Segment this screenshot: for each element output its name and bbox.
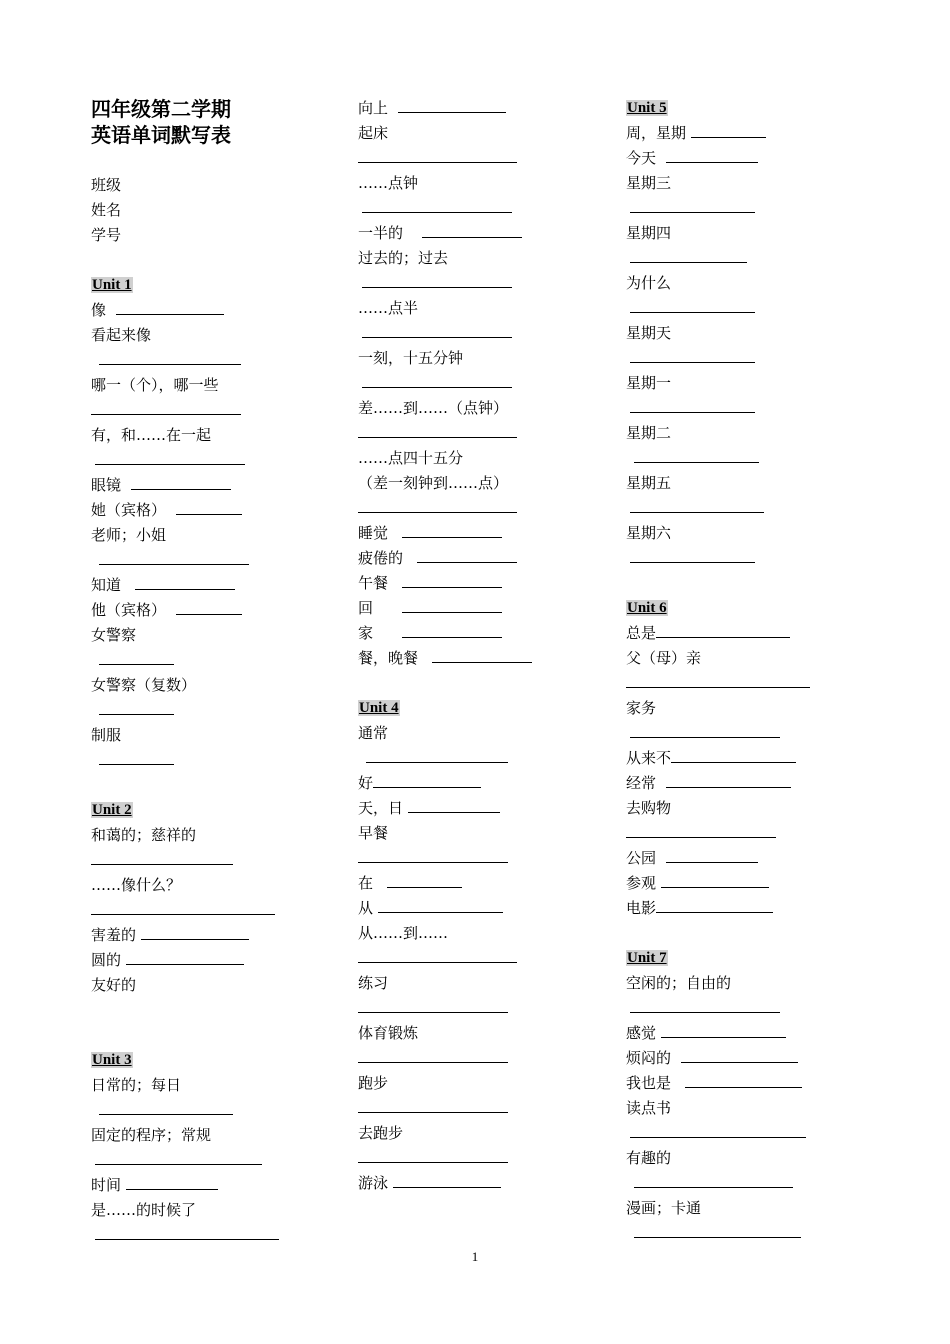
blank-row (626, 1121, 836, 1146)
blank-row (91, 348, 301, 373)
page-number: 1 (471, 1249, 479, 1264)
word-item (626, 1071, 836, 1096)
answer-blank[interactable] (630, 297, 755, 313)
blank-row (626, 196, 836, 221)
answer-blank[interactable] (656, 897, 773, 913)
word-label: 公园 (626, 849, 657, 867)
word-item: 哪一（个），哪一些 (91, 376, 219, 394)
word-item: 友好的 (91, 976, 137, 994)
answer-blank[interactable] (358, 497, 517, 513)
word-label: 向上 (358, 99, 389, 117)
answer-blank[interactable] (176, 599, 242, 615)
word-item: 为什么 (626, 274, 672, 292)
word-label: 感觉 (626, 1024, 657, 1042)
word-item: 起床 (358, 124, 389, 142)
word-item (91, 948, 301, 973)
unit-heading: Unit 7 (627, 950, 667, 966)
word-item: ……点半 (358, 299, 419, 317)
answer-blank[interactable] (402, 622, 502, 638)
answer-blank[interactable] (630, 722, 780, 738)
answer-blank[interactable] (661, 1022, 786, 1038)
answer-blank[interactable] (99, 749, 174, 765)
answer-blank[interactable] (630, 397, 755, 413)
answer-blank[interactable] (422, 222, 522, 238)
word-label: 回 (358, 599, 374, 617)
word-label: 烦闷的 (626, 1049, 672, 1067)
answer-blank[interactable] (126, 1174, 218, 1190)
answer-blank[interactable] (661, 872, 769, 888)
word-item: 从……到…… (358, 924, 449, 942)
answer-blank[interactable] (398, 97, 506, 113)
word-item: 漫画；卡通 (626, 1199, 702, 1217)
answer-blank[interactable] (126, 949, 244, 965)
word-item: ……点四十五分 (358, 449, 464, 467)
word-item (358, 546, 568, 571)
answer-blank[interactable] (666, 772, 791, 788)
column-1 (91, 96, 301, 1248)
word-item (626, 896, 836, 921)
blank-row (91, 773, 301, 798)
answer-blank[interactable] (630, 1122, 806, 1138)
answer-blank[interactable] (681, 1047, 798, 1063)
blank-row (358, 421, 568, 446)
word-label: 家 (358, 624, 374, 642)
answer-blank[interactable] (362, 372, 512, 388)
word-label: 总是 (626, 624, 657, 642)
blank-row (358, 746, 568, 771)
word-item: 通常 (358, 724, 389, 742)
word-item: 固定的程序；常规 (91, 1126, 212, 1144)
blank-row (91, 1223, 301, 1248)
blank-row (626, 571, 836, 596)
answer-blank[interactable] (358, 947, 517, 963)
page-title-line2: 英语单词默写表 (91, 123, 231, 147)
blank-row (91, 248, 301, 273)
word-item: 是……的时候了 (91, 1201, 197, 1219)
blank-row (358, 321, 568, 346)
word-item (91, 598, 301, 623)
word-item: 读点书 (626, 1099, 672, 1117)
word-item: 家务 (626, 699, 657, 717)
word-item (358, 871, 568, 896)
unit-heading: Unit 4 (359, 700, 399, 716)
blank-row (626, 1171, 836, 1196)
word-item (358, 771, 568, 796)
word-item (91, 923, 301, 948)
word-label: 天，日 (358, 799, 404, 817)
answer-blank[interactable] (634, 1172, 793, 1188)
answer-blank[interactable] (135, 574, 235, 590)
word-item: 星期四 (626, 224, 672, 242)
answer-blank[interactable] (691, 122, 766, 138)
word-item: 日常的；每日 (91, 1076, 182, 1094)
word-item (91, 498, 301, 523)
answer-blank[interactable] (141, 924, 249, 940)
blank-row (358, 996, 568, 1021)
word-item: 一刻，十五分钟 (358, 349, 464, 367)
word-item: 空闲的；自由的 (626, 974, 732, 992)
blank-row (358, 496, 568, 521)
word-item (358, 521, 568, 546)
blank-row (91, 1098, 301, 1123)
word-label: 时间 (91, 1176, 122, 1194)
answer-blank[interactable] (366, 747, 508, 763)
answer-blank[interactable] (99, 649, 174, 665)
word-item (358, 221, 568, 246)
column-2 (358, 96, 568, 1196)
word-item: ……点钟 (358, 174, 419, 192)
answer-blank[interactable] (408, 797, 500, 813)
word-item (358, 96, 568, 121)
answer-blank[interactable] (671, 747, 796, 763)
word-item (626, 771, 836, 796)
blank-row (358, 671, 568, 696)
answer-blank[interactable] (432, 647, 532, 663)
answer-blank[interactable] (630, 497, 764, 513)
blank-row (626, 246, 836, 271)
answer-blank[interactable] (362, 322, 512, 338)
answer-blank[interactable] (99, 1099, 233, 1115)
blank-row (626, 821, 836, 846)
word-item: 早餐 (358, 824, 389, 842)
answer-blank[interactable] (402, 597, 502, 613)
word-label: 圆的 (91, 951, 122, 969)
word-item (626, 621, 836, 646)
word-label: 在 (358, 874, 374, 892)
word-item (626, 746, 836, 771)
word-item: 星期天 (626, 324, 672, 342)
word-label: 经常 (626, 774, 657, 792)
word-label: 像 (91, 301, 107, 319)
answer-blank[interactable] (630, 197, 755, 213)
answer-blank[interactable] (402, 522, 502, 538)
word-label: 今天 (626, 149, 657, 167)
word-label: 害羞的 (91, 926, 137, 944)
answer-blank[interactable] (362, 272, 512, 288)
word-label: 睡觉 (358, 524, 389, 542)
word-label: 好 (358, 774, 374, 792)
blank-row (358, 946, 568, 971)
word-item: 看起来像 (91, 326, 152, 344)
answer-blank[interactable] (685, 1072, 802, 1088)
blank-row (358, 146, 568, 171)
blank-row (91, 998, 301, 1023)
answer-blank[interactable] (378, 897, 503, 913)
answer-blank[interactable] (402, 572, 502, 588)
word-item: 和蔼的；慈祥的 (91, 826, 197, 844)
word-item: 体育锻炼 (358, 1024, 419, 1042)
answer-blank[interactable] (99, 349, 241, 365)
word-label: 电影 (626, 899, 657, 917)
blank-row (626, 446, 836, 471)
word-item (358, 896, 568, 921)
unit-heading: Unit 6 (627, 600, 667, 616)
answer-blank[interactable] (95, 1149, 262, 1165)
name-label: 姓名 (91, 201, 122, 219)
answer-blank[interactable] (358, 422, 517, 438)
word-item: 老师；小姐 (91, 526, 167, 544)
answer-blank[interactable] (131, 474, 231, 490)
word-item: 星期五 (626, 474, 672, 492)
word-item: 星期三 (626, 174, 672, 192)
answer-blank[interactable] (393, 1172, 501, 1188)
word-item: 差……到……（点钟） (358, 399, 509, 417)
word-label: 知道 (91, 576, 122, 594)
answer-blank[interactable] (91, 849, 233, 865)
blank-row (626, 921, 836, 946)
blank-row (626, 346, 836, 371)
answer-blank[interactable] (656, 622, 790, 638)
unit-heading: Unit 1 (92, 277, 132, 293)
blank-row (358, 1146, 568, 1171)
word-item (358, 1171, 568, 1196)
word-item: （差一刻钟到……点） (358, 474, 509, 492)
word-label: 游泳 (358, 1174, 389, 1192)
word-label: 眼镜 (91, 476, 122, 494)
blank-row (91, 148, 301, 173)
word-label: 她（宾格） (91, 501, 167, 519)
answer-blank[interactable] (630, 347, 755, 363)
word-item: 星期六 (626, 524, 672, 542)
blank-row (626, 671, 836, 696)
blank-row (358, 1046, 568, 1071)
blank-row (626, 546, 836, 571)
answer-blank[interactable] (99, 549, 249, 565)
answer-blank[interactable] (373, 772, 481, 788)
answer-blank[interactable] (630, 547, 755, 563)
word-item: 星期一 (626, 374, 672, 392)
blank-row (91, 748, 301, 773)
blank-row (91, 698, 301, 723)
answer-blank[interactable] (634, 447, 759, 463)
blank-row (358, 846, 568, 871)
blank-row (358, 271, 568, 296)
answer-blank[interactable] (358, 997, 508, 1013)
answer-blank[interactable] (358, 1147, 508, 1163)
word-item: 星期二 (626, 424, 672, 442)
word-item (91, 298, 301, 323)
blank-row (91, 1148, 301, 1173)
word-label: 参观 (626, 874, 657, 892)
answer-blank[interactable] (634, 1222, 801, 1238)
word-item: 父（母）亲 (626, 649, 702, 667)
answer-blank[interactable] (666, 147, 758, 163)
blank-row (626, 296, 836, 321)
word-item (626, 871, 836, 896)
answer-blank[interactable] (99, 699, 174, 715)
blank-row (91, 898, 301, 923)
word-item: 去购物 (626, 799, 672, 817)
blank-row (626, 721, 836, 746)
word-item (358, 646, 568, 671)
answer-blank[interactable] (362, 197, 512, 213)
answer-blank[interactable] (417, 547, 517, 563)
blank-row (626, 1221, 836, 1246)
word-item (626, 1046, 836, 1071)
answer-blank[interactable] (91, 899, 275, 915)
answer-blank[interactable] (358, 147, 517, 163)
word-item: 练习 (358, 974, 389, 992)
blank-row (91, 648, 301, 673)
word-item: 制服 (91, 726, 122, 744)
word-item: 跑步 (358, 1074, 389, 1092)
word-label: 他（宾格） (91, 601, 167, 619)
blank-row (358, 196, 568, 221)
word-item: 去跑步 (358, 1124, 404, 1142)
word-label: 从来不 (626, 749, 672, 767)
word-label: 从 (358, 899, 374, 917)
word-item (91, 573, 301, 598)
answer-blank[interactable] (626, 672, 810, 688)
answer-blank[interactable] (95, 449, 245, 465)
answer-blank[interactable] (116, 299, 224, 315)
word-item (358, 621, 568, 646)
word-label: 午餐 (358, 574, 389, 592)
answer-blank[interactable] (95, 1224, 279, 1240)
class-label: 班级 (91, 176, 122, 194)
answer-blank[interactable] (630, 247, 747, 263)
answer-blank[interactable] (358, 1047, 508, 1063)
blank-row (91, 1023, 301, 1048)
word-item (626, 846, 836, 871)
word-item (626, 1021, 836, 1046)
answer-blank[interactable] (630, 997, 780, 1013)
word-label: 疲倦的 (358, 549, 404, 567)
blank-row (626, 996, 836, 1021)
word-item (91, 473, 301, 498)
answer-blank[interactable] (176, 499, 242, 515)
word-item (358, 596, 568, 621)
word-label: 我也是 (626, 1074, 672, 1092)
answer-blank[interactable] (91, 399, 241, 415)
blank-row (358, 1096, 568, 1121)
blank-row (358, 371, 568, 396)
page-title-line1: 四年级第二学期 (91, 97, 231, 121)
word-item (358, 796, 568, 821)
word-item: ……像什么？ (91, 876, 182, 894)
student-number-label: 学号 (91, 226, 122, 244)
word-item: 有趣的 (626, 1149, 672, 1167)
word-item (358, 571, 568, 596)
word-item (626, 146, 836, 171)
blank-row (626, 496, 836, 521)
blank-row (91, 848, 301, 873)
word-item: 女警察（复数） (91, 676, 197, 694)
unit-heading: Unit 2 (92, 802, 132, 818)
word-item (91, 1173, 301, 1198)
answer-blank[interactable] (358, 1097, 508, 1113)
word-item (626, 121, 836, 146)
word-label: 一半的 (358, 224, 404, 242)
unit-heading: Unit 3 (92, 1052, 132, 1068)
answer-blank[interactable] (666, 847, 758, 863)
word-label: 餐，晚餐 (358, 649, 419, 667)
answer-blank[interactable] (387, 872, 462, 888)
blank-row (91, 398, 301, 423)
blank-row (626, 396, 836, 421)
word-item: 有，和……在一起 (91, 426, 212, 444)
word-item: 过去的；过去 (358, 249, 449, 267)
column-3 (626, 96, 836, 1246)
answer-blank[interactable] (358, 847, 508, 863)
blank-row (91, 548, 301, 573)
word-label: 周，星期 (626, 124, 687, 142)
word-item: 女警察 (91, 626, 137, 644)
unit-heading: Unit 5 (627, 100, 667, 116)
answer-blank[interactable] (626, 822, 776, 838)
blank-row (91, 448, 301, 473)
